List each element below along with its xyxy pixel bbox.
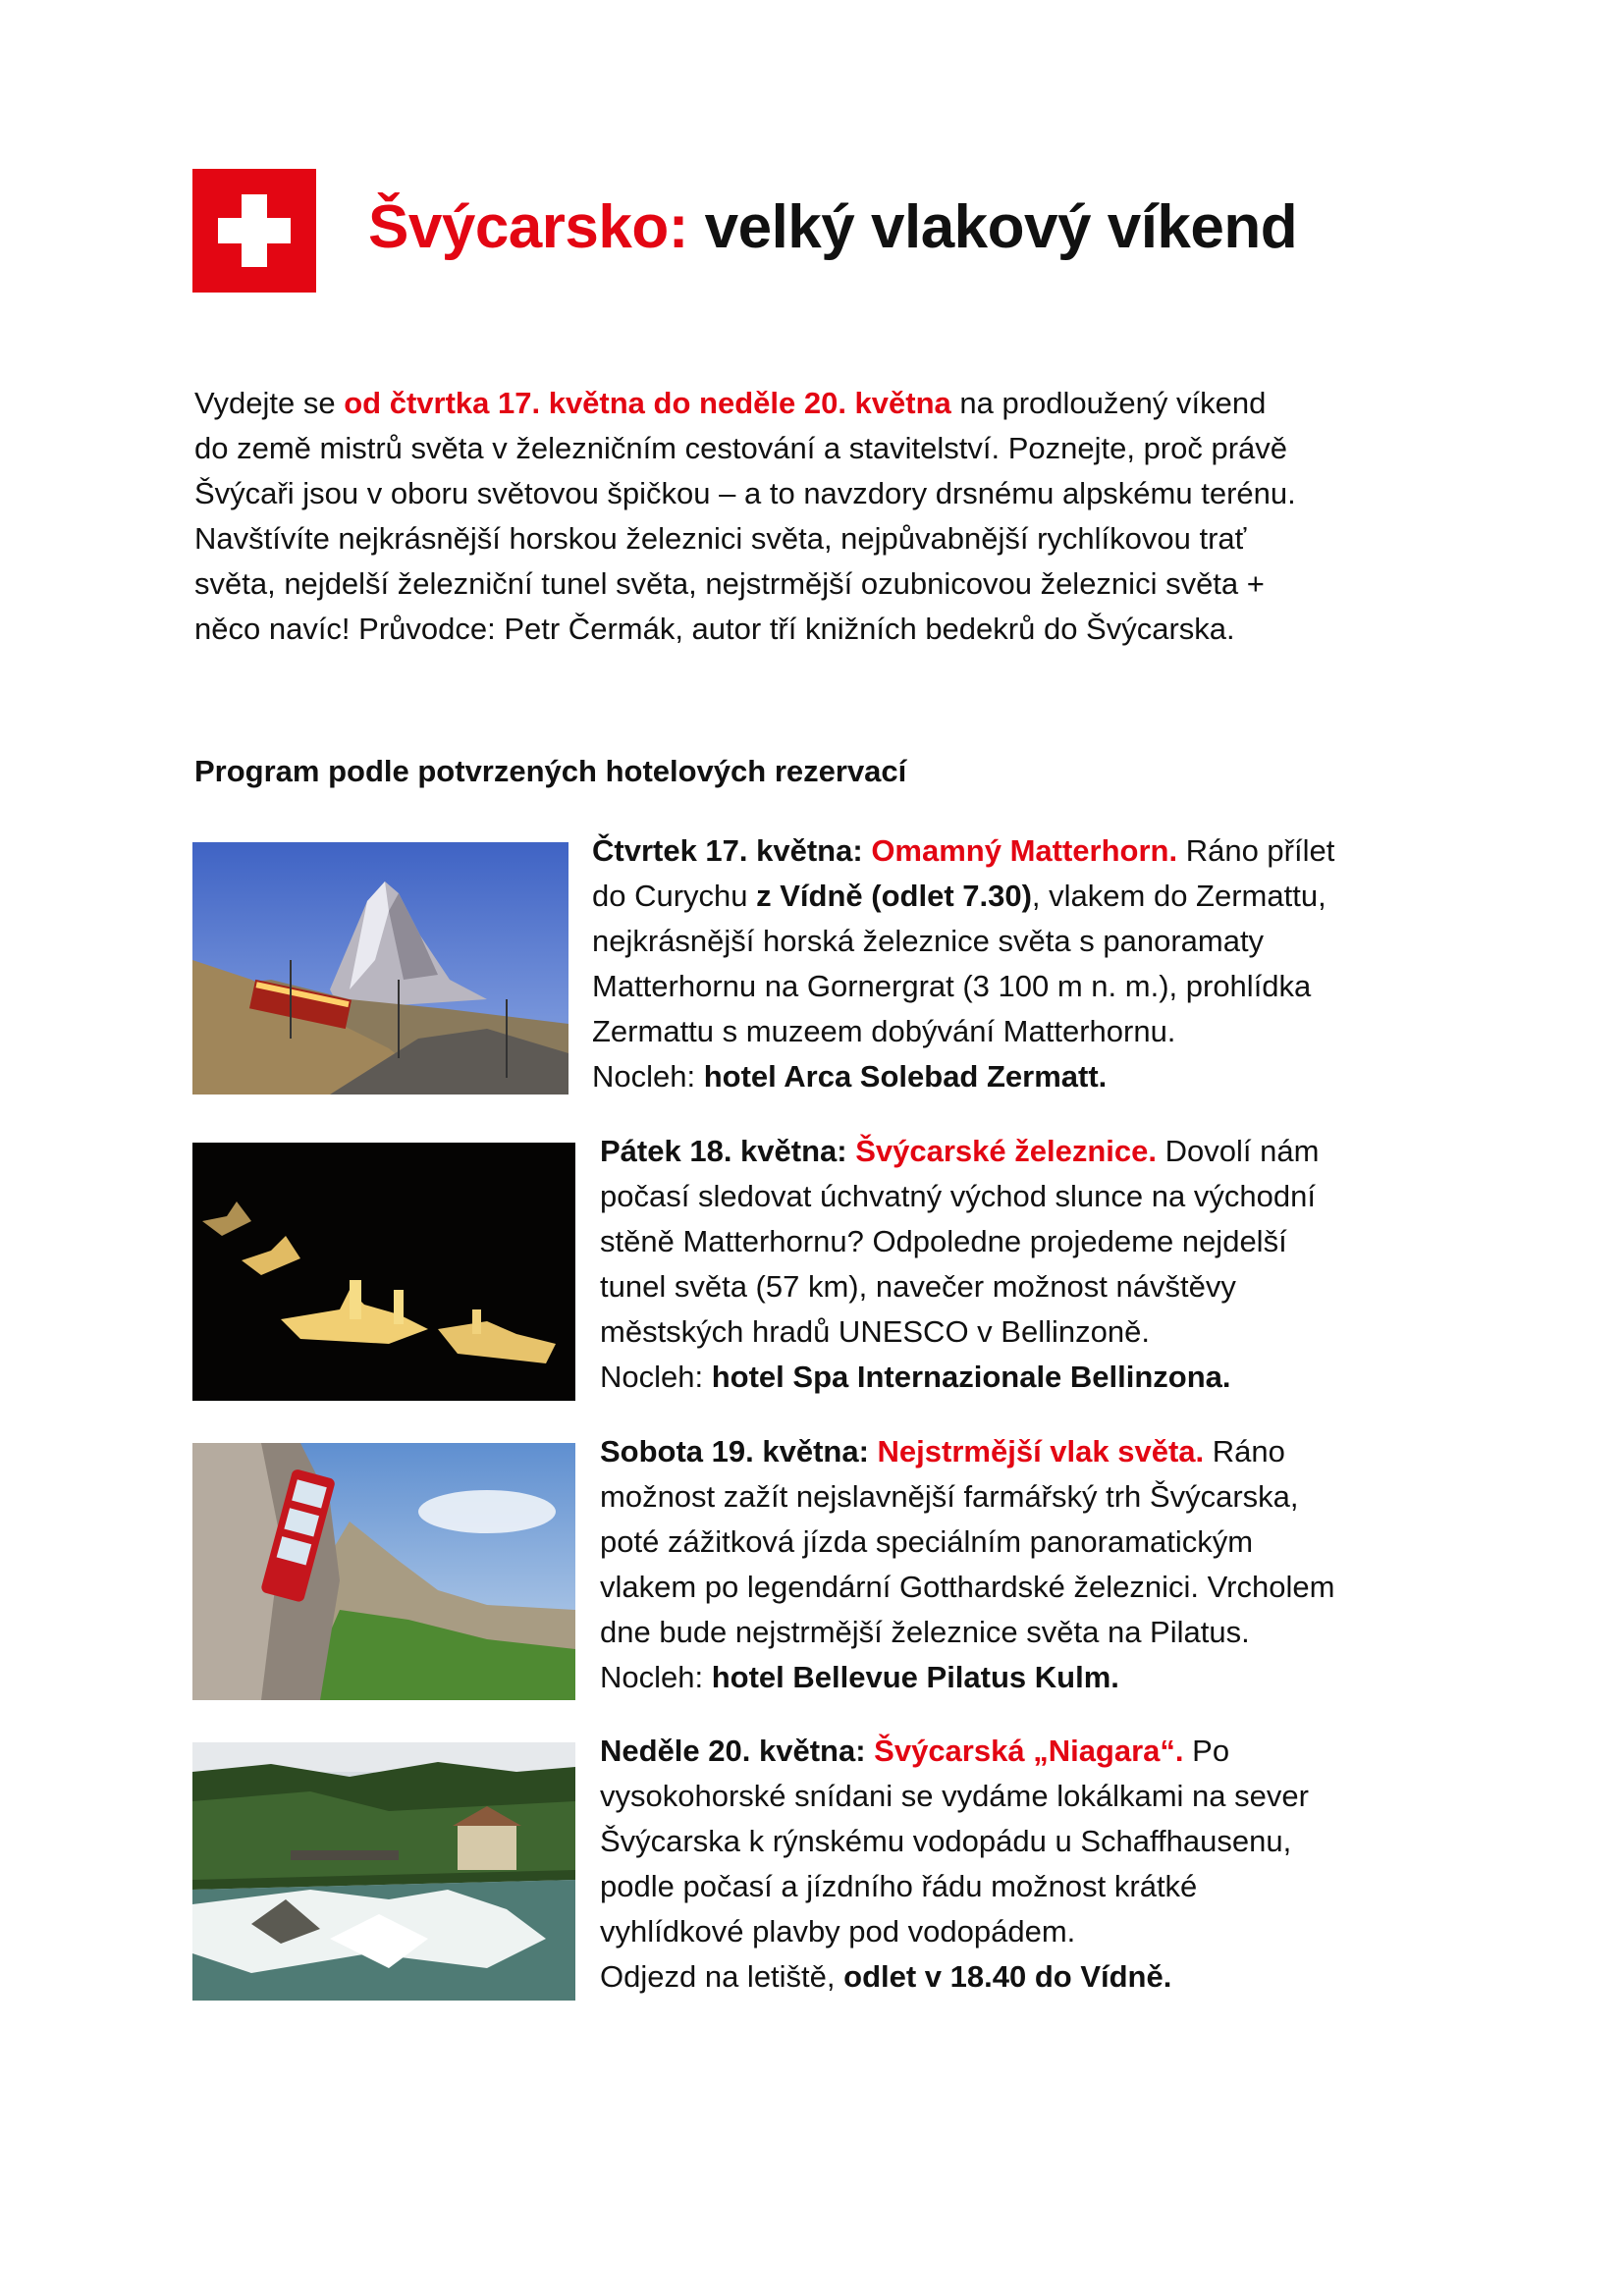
day-text: poté zážitková jízda speciálním panoramatickým bbox=[600, 1524, 1254, 1559]
day-text: tunel světa (57 km), navečer možnost návštěvy bbox=[600, 1269, 1236, 1304]
day-text: Po bbox=[1183, 1734, 1230, 1768]
matterhorn-train-photo bbox=[192, 842, 568, 1095]
day-text: Zermattu s muzeem dobývání Matterhornu. bbox=[592, 1014, 1176, 1048]
day-text: nejkrásnější horská železnice světa s panoramaty bbox=[592, 924, 1265, 958]
page-title bbox=[368, 194, 1297, 261]
day-text: do Curychu bbox=[592, 879, 757, 913]
day-text: Ráno bbox=[1204, 1434, 1285, 1468]
day-text: Dovolí nám bbox=[1157, 1134, 1320, 1168]
stay-label: Nocleh: bbox=[592, 1059, 704, 1094]
day-saturday bbox=[600, 1429, 1334, 1700]
rhine-falls-photo bbox=[192, 1742, 575, 2001]
day-thursday bbox=[592, 828, 1334, 1099]
day-label: Sobota 19. května: bbox=[600, 1434, 869, 1468]
pilatus-railway-photo bbox=[192, 1443, 575, 1700]
day-text: podle počasí a jízdního řádu možnost krátké bbox=[600, 1869, 1198, 1903]
flight-info: z Vídně (odlet 7.30) bbox=[756, 879, 1032, 913]
stay-label: Nocleh: bbox=[600, 1360, 712, 1394]
day-text: vysokohorské snídani se vydáme lokálkami na sever bbox=[600, 1779, 1309, 1813]
hotel-name: hotel Bellevue Pilatus Kulm. bbox=[711, 1660, 1119, 1694]
intro-line: něco navíc! Průvodce: Petr Čermák, autor tří knižních bedekrů do Švýcarska. bbox=[194, 612, 1235, 646]
intro-paragraph bbox=[194, 381, 1471, 652]
day-sunday bbox=[600, 1729, 1309, 2000]
day-text: Matterhornu na Gornergrat (3 100 m n. m.), prohlídka bbox=[592, 969, 1312, 1003]
intro-line: do země mistrů světa v železničním cestování a stavitelství. Poznejte, proč právě bbox=[194, 431, 1288, 465]
day-text: možnost zažít nejslavnější farmářský trh Švýcarska, bbox=[600, 1479, 1299, 1514]
day-friday bbox=[600, 1129, 1319, 1400]
title-rest: velký vlakový víkend bbox=[687, 193, 1298, 261]
hotel-name: hotel Spa Internazionale Bellinzona. bbox=[711, 1360, 1231, 1394]
day-text: dne bude nejstrmější železnice světa na Pilatus. bbox=[600, 1615, 1250, 1649]
intro-text: na prodloužený víkend bbox=[950, 386, 1267, 420]
bellinzona-castles-photo bbox=[192, 1143, 575, 1401]
day-topic: Švýcarské železnice. bbox=[855, 1134, 1157, 1168]
day-text: počasí sledovat úchvatný východ slunce na východní bbox=[600, 1179, 1316, 1213]
program-heading: Program podle potvrzených hotelových rezervací bbox=[194, 754, 907, 788]
intro-text: Vydejte se bbox=[194, 386, 345, 420]
day-text: Švýcarska k rýnskému vodopádu u Schaffhausenu, bbox=[600, 1824, 1292, 1858]
hotel-name: hotel Arca Solebad Zermatt. bbox=[703, 1059, 1108, 1094]
title-country: Švýcarsko: bbox=[368, 193, 688, 261]
departure-info: odlet v 18.40 do Vídně. bbox=[843, 1959, 1172, 1994]
intro-dates: od čtvrtka 17. května do neděle 20. května bbox=[344, 386, 951, 420]
day-label: Neděle 20. května: bbox=[600, 1734, 866, 1768]
stay-label: Odjezd na letiště, bbox=[600, 1959, 844, 1994]
day-label: Čtvrtek 17. května: bbox=[592, 833, 863, 868]
day-text: stěně Matterhornu? Odpoledne projedeme nejdelší bbox=[600, 1224, 1287, 1258]
day-text: městských hradů UNESCO v Bellinzoně. bbox=[600, 1314, 1150, 1349]
day-text: vlakem po legendární Gotthardské železnici. Vrcholem bbox=[600, 1570, 1335, 1604]
stay-label: Nocleh: bbox=[600, 1660, 712, 1694]
day-topic: Nejstrmější vlak světa. bbox=[877, 1434, 1205, 1468]
day-text: vyhlídkové plavby pod vodopádem. bbox=[600, 1914, 1076, 1949]
intro-line: světa, nejdelší železniční tunel světa, nejstrmější ozubnicovou železnici světa + bbox=[194, 566, 1265, 601]
swiss-flag-icon bbox=[192, 169, 316, 293]
day-topic: Omamný Matterhorn. bbox=[871, 833, 1178, 868]
day-topic: Švýcarská „Niagara“. bbox=[874, 1734, 1184, 1768]
intro-line: Švýcaři jsou v oboru světovou špičkou – a to navzdory drsnému alpskému terénu. bbox=[194, 476, 1296, 510]
intro-line: Navštívíte nejkrásnější horskou železnici světa, nejpůvabnější rychlíkovou trať bbox=[194, 521, 1247, 556]
day-text: Ráno přílet bbox=[1177, 833, 1335, 868]
day-label: Pátek 18. května: bbox=[600, 1134, 847, 1168]
day-text: , vlakem do Zermattu, bbox=[1031, 879, 1326, 913]
